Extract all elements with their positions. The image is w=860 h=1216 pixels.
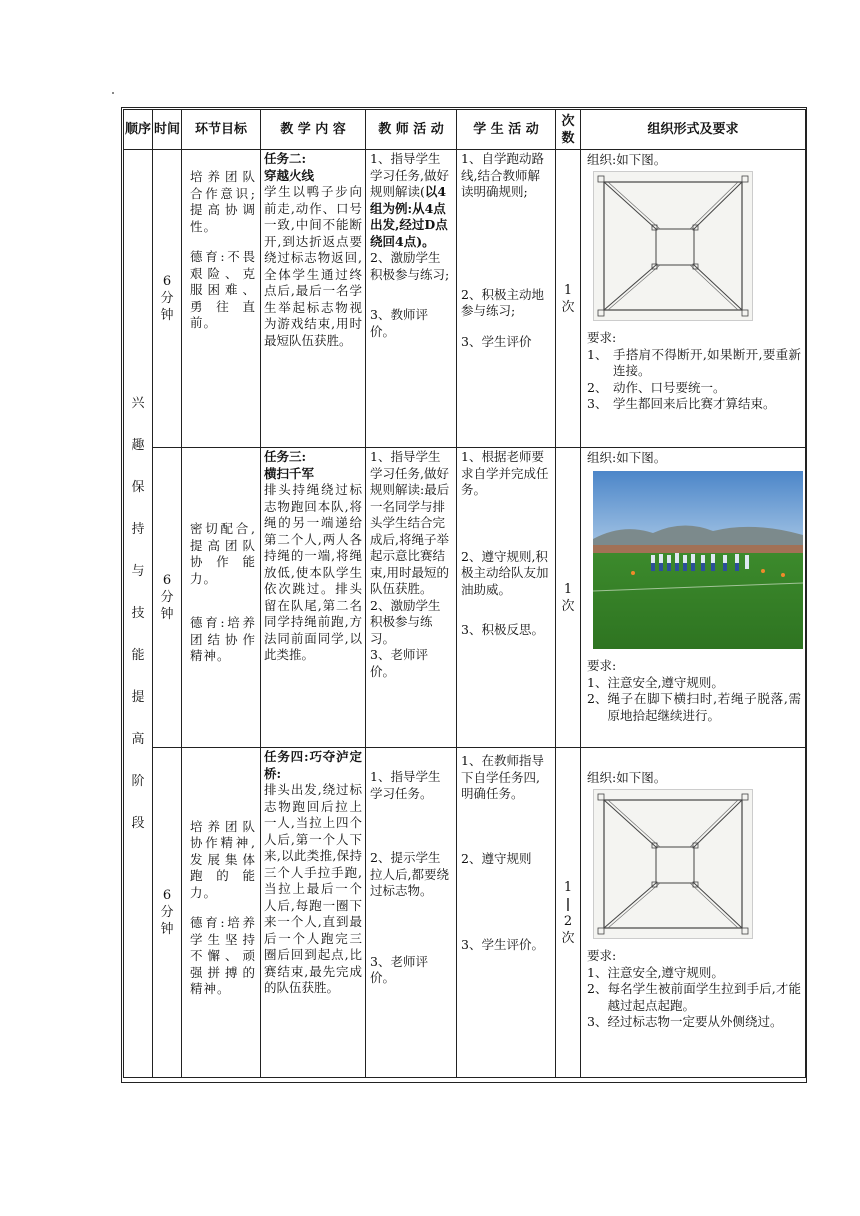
teacher-step: 3、教师评价。 xyxy=(370,307,428,339)
times-cell xyxy=(556,448,581,748)
student-activity-cell xyxy=(457,748,556,1078)
time-cell xyxy=(153,150,182,448)
requirement-text: 学生都回来后比赛才算结束。 xyxy=(613,396,776,411)
teacher-step: 1、指导学生学习任务,做好规则解读:最后一名同学与排头学生结合完成后,将绳子举起示意比赛结束,用时最短的队伍获胜。 xyxy=(370,449,450,596)
teacher-activity-cell xyxy=(366,748,457,1078)
header-time: 时间 xyxy=(153,110,182,150)
requirements-label: 要求: xyxy=(587,330,617,345)
requirement-text: 动作、口号要统一。 xyxy=(613,379,726,395)
stage-char: 提 xyxy=(131,689,145,705)
goal-cell xyxy=(182,150,261,448)
time-text: 分 xyxy=(160,905,174,920)
times-text: 1 xyxy=(563,879,573,895)
student-step: 1、自学跑动路线,结合教师解读明确规则; xyxy=(461,151,544,199)
teacher-step: 2、激励学生积极参与练习; xyxy=(370,250,450,282)
requirement-number: 3、 xyxy=(587,396,608,411)
stage-char: 技 xyxy=(131,605,145,621)
student-step: 2、遵守规则,积极主动给队友加油助威。 xyxy=(461,548,549,597)
times-text: 1 xyxy=(563,581,573,597)
org-cell xyxy=(581,748,806,1078)
header-org: 组织形式及要求 xyxy=(581,110,806,150)
times-cell xyxy=(556,748,581,1078)
student-step: 1、根据老师要求自学并完成任务。 xyxy=(461,449,549,497)
goal-cell xyxy=(182,748,261,1078)
route-diagram-figure xyxy=(593,789,753,939)
teacher-step: 2、激励学生积极参与练习。 xyxy=(370,597,441,646)
header-teacher: 教 师 活 动 xyxy=(366,110,457,150)
stage-char: 阶 xyxy=(131,773,145,789)
content-cell xyxy=(261,150,366,448)
times-text: 次 xyxy=(561,598,575,614)
teacher-activity-cell xyxy=(366,448,457,748)
org-intro: 组织:如下图。 xyxy=(587,152,667,167)
time-cell xyxy=(153,448,182,748)
content-cell xyxy=(261,448,366,748)
teacher-step: 3、老师评价。 xyxy=(370,647,428,679)
teacher-step: 1、指导学生学习任务。 xyxy=(370,769,441,801)
requirement-text: 经过标志物一定要从外侧绕过。 xyxy=(607,1014,783,1029)
requirement-text: 注意安全,遵守规则。 xyxy=(607,964,724,980)
time-text: 6 xyxy=(162,274,172,289)
stage-char: 能 xyxy=(131,647,145,663)
requirement-number: 1、 xyxy=(587,674,608,690)
table-row xyxy=(124,748,806,1078)
requirement-item xyxy=(587,965,801,982)
teacher-step: 2、提示学生拉人后,都要绕过标志物。 xyxy=(370,850,449,898)
header-student: 学 生 活 动 xyxy=(457,110,556,150)
stage-char: 高 xyxy=(131,731,145,747)
task-title: 任务三: xyxy=(264,449,307,464)
student-activity-cell xyxy=(457,150,556,448)
route-diagram-figure xyxy=(593,171,753,321)
stage-char: 兴 xyxy=(131,395,145,411)
org-intro: 组织:如下图。 xyxy=(587,450,667,465)
table-row xyxy=(124,150,806,448)
requirement-number: 3、 xyxy=(587,1014,608,1029)
header-row xyxy=(124,110,806,150)
times-text: 次 xyxy=(561,299,575,315)
student-step: 2、积极主动地参与练习; xyxy=(461,286,544,318)
requirement-item xyxy=(587,396,801,413)
requirement-item xyxy=(587,380,801,397)
student-step: 3、学生评价 xyxy=(461,333,532,349)
moral-goal-text: 德育:培养学生坚持不懈、顽强拼搏的精神。 xyxy=(190,915,256,996)
student-step: 3、学生评价。 xyxy=(461,937,544,952)
org-cell xyxy=(581,448,806,748)
student-step: 1、在教师指导下自学任务四,明确任务。 xyxy=(461,753,544,801)
teacher-example: 以4组为例:从4点出发,经过D点绕回4点)。 xyxy=(370,184,448,249)
requirement-number: 1、 xyxy=(587,346,608,362)
task-name: 横扫千军 xyxy=(264,465,315,481)
teacher-activity-cell xyxy=(366,150,457,448)
task-description: 排头持绳绕过标志物跑回本队,将绳的另一端递给第二个人,两人各持绳的一端,将绳放低,使本队学生依次跳过。排头留在队尾,第二名同学持绳前跑,方法同前面同学,以此类推。 xyxy=(264,482,362,662)
requirement-item xyxy=(587,1014,801,1031)
times-cell xyxy=(556,150,581,448)
requirement-item xyxy=(587,347,801,380)
stage-cell xyxy=(124,150,153,1078)
header-content: 教 学 内 容 xyxy=(261,110,366,150)
student-step: 2、遵守规则 xyxy=(461,850,532,866)
lesson-plan-table xyxy=(123,109,806,1078)
student-step: 3、积极反思。 xyxy=(461,622,544,637)
requirement-text: 绳子在脚下横扫时,若绳子脱落,需原地拾起继续进行。 xyxy=(607,691,801,723)
task-description: 排头出发,绕过标志物跑回后拉上一人,当拉上四个人后,第一个人下来,以此类推,保持三个人手拉手跑,当拉上最后一个人后,每跑一圈下来一个人,直到最后一个人跑完三圈后回到起点,比赛结束,最先完成的队伍获胜。 xyxy=(264,782,362,995)
time-text: 6 xyxy=(162,888,172,903)
requirement-number: 2、 xyxy=(587,379,608,395)
student-activity-cell xyxy=(457,448,556,748)
task-title: 任务四:巧夺泸定桥: xyxy=(264,749,362,781)
times-text: 1 xyxy=(563,282,573,298)
requirement-item xyxy=(587,675,801,692)
goal-text: 培养团队协作精神,发展集体跑的能力。 xyxy=(190,818,256,900)
requirements-label: 要求: xyxy=(587,658,617,673)
time-text: 钟 xyxy=(160,308,174,323)
requirement-text: 手搭肩不得断开,如果断开,要重新连接。 xyxy=(613,346,801,378)
task-description: 学生以鸭子步向前走,动作、口号一致,中间不能断开,到达折返点要绕过标志物返回,全体学生通过终点后,最后一名学生举起标志物视为游戏结束,用时最短队伍获胜。 xyxy=(264,184,362,348)
goal-text: 密切配合,提高团队协作能力。 xyxy=(190,521,256,586)
times-text: 2 xyxy=(563,913,573,929)
header-times: 次数 xyxy=(556,110,581,150)
time-cell xyxy=(153,748,182,1078)
requirement-item xyxy=(587,981,801,1014)
requirement-text: 注意安全,遵守规则。 xyxy=(607,674,724,690)
org-cell xyxy=(581,150,806,448)
time-text: 分 xyxy=(160,590,174,605)
requirement-item xyxy=(587,691,801,724)
stage-char: 段 xyxy=(131,815,145,831)
requirements-label: 要求: xyxy=(587,948,617,963)
field-activity-photo xyxy=(593,471,803,649)
requirement-number: 1、 xyxy=(587,964,608,980)
times-text: 次 xyxy=(561,930,575,946)
corner-mark xyxy=(112,92,114,94)
org-intro: 组织:如下图。 xyxy=(587,770,667,785)
teacher-step: 1、指导学生学习任务,做好规则解读( xyxy=(370,151,449,199)
time-text: 6 xyxy=(162,573,172,588)
table-row xyxy=(124,448,806,748)
task-title: 任务二: xyxy=(264,151,307,166)
stage-char: 与 xyxy=(131,563,145,579)
stage-char: 持 xyxy=(131,521,145,537)
requirement-number: 2、 xyxy=(587,981,608,996)
header-order: 顺序 xyxy=(124,110,153,150)
time-text: 分 xyxy=(160,291,174,306)
time-text: 钟 xyxy=(160,922,174,937)
goal-text: 培养团队合作意识;提高协调性。 xyxy=(190,169,256,234)
header-goal: 环节目标 xyxy=(182,110,261,150)
moral-goal-text: 德育:不畏艰险、克服困难、勇往直前。 xyxy=(190,249,256,330)
moral-goal-text: 德育:培养团结协作精神。 xyxy=(190,615,256,664)
time-text: 钟 xyxy=(160,607,174,622)
goal-cell xyxy=(182,448,261,748)
requirement-text: 每名学生被前面学生拉到手后,才能越过起点起跑。 xyxy=(607,981,801,1013)
stage-char: 趣 xyxy=(131,437,145,453)
times-text: | xyxy=(565,896,571,912)
teacher-step: 3、老师评价。 xyxy=(370,953,428,985)
stage-char: 保 xyxy=(131,479,145,495)
content-cell xyxy=(261,748,366,1078)
requirement-number: 2、 xyxy=(587,691,608,706)
task-name: 穿越火线 xyxy=(264,167,315,183)
